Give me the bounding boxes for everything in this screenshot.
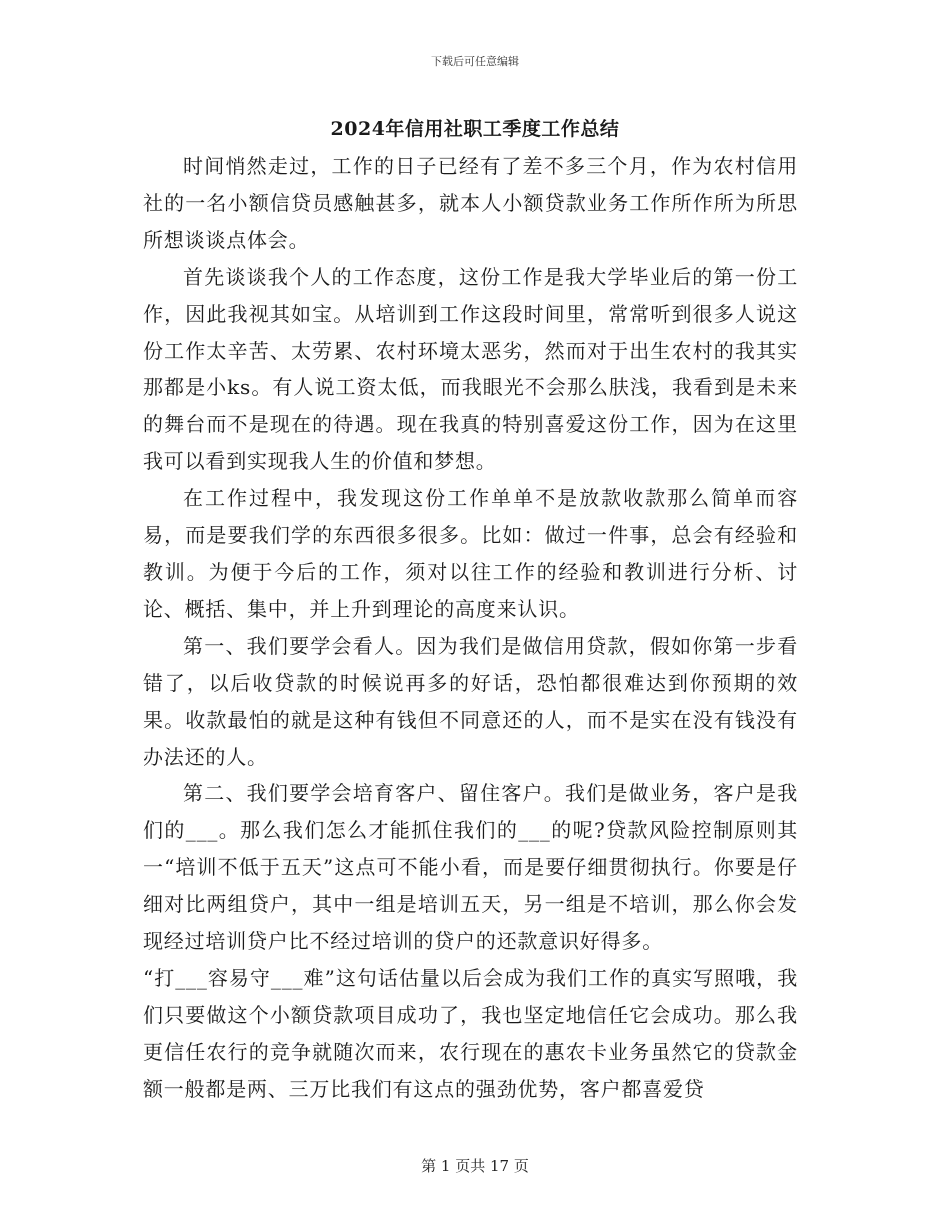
- paragraph-point-two: 第二、我们要学会培育客户、留住客户。我们是做业务，客户是我们的___。那么我们怎么才能抓住我们的___的呢?贷款风险控制原则其一“培训不低于五天”这点可不能小看，而是要仔细贯彻执行。你要是仔细对比两组贷户，其中一组是培训五天，另一组是不培训，那么你会发现经过培训贷户比不经过培训的贷户的还款意识好得多。: [143, 781, 798, 954]
- paragraph-competition: “打___容易守___难”这句话估量以后会成为我们工作的真实写照哦，我们只要做这个小额贷款项目成功了，我也坚定地信任它会成功。那么我更信任农行的竞争就随次而来，农行现在的惠农卡业务虽然它的贷款金额一般都是两、三万比我们有这点的强劲优势，客户都喜爱贷: [143, 965, 798, 1101]
- header-note: 下载后可任意编辑: [431, 55, 519, 68]
- paragraph-work-process: 在工作过程中，我发现这份工作单单不是放款收款那么简单而容易，而是要我们学的东西很多很多。比如：做过一件事，总会有经验和教训。为便于今后的工作，须对以往工作的经验和教训进行分析、讨论、概括、集中，并上升到理论的高度来认识。: [143, 486, 798, 621]
- page-footer: 第 1 页共 17 页: [421, 1157, 529, 1175]
- paragraph-intro: 时间悄然走过，工作的日子已经有了差不多三个月，作为农村信用社的一名小额信贷员感触甚多，就本人小额贷款业务工作所作所为所思所想谈谈点体会。: [143, 154, 798, 252]
- paragraph-work-attitude: 首先谈谈我个人的工作态度，这份工作是我大学毕业后的第一份工作，因此我视其如宝。从培训到工作这段时间里，常常听到很多人说这份工作太辛苦、太劳累、农村环境太恶劣，然而对于出生农村的我其实那都是小ks。有人说工资太低，而我眼光不会那么肤浅，我看到是未来的舞台而不是现在的待遇。现在我真的特别喜爱这份工作，因为在这里我可以看到实现我人生的价值和梦想。: [143, 264, 798, 474]
- document-body: [143, 148, 798, 1108]
- document-title: 2024年信用社职工季度工作总结: [330, 118, 620, 140]
- paragraph-point-one: 第一、我们要学会看人。因为我们是做信用贷款，假如你第一步看错了，以后收贷款的时候说再多的好话，恐怕都很难达到你预期的效果。收款最怕的就是这种有钱但不同意还的人，而不是实在没有钱没有办法还的人。: [143, 633, 798, 769]
